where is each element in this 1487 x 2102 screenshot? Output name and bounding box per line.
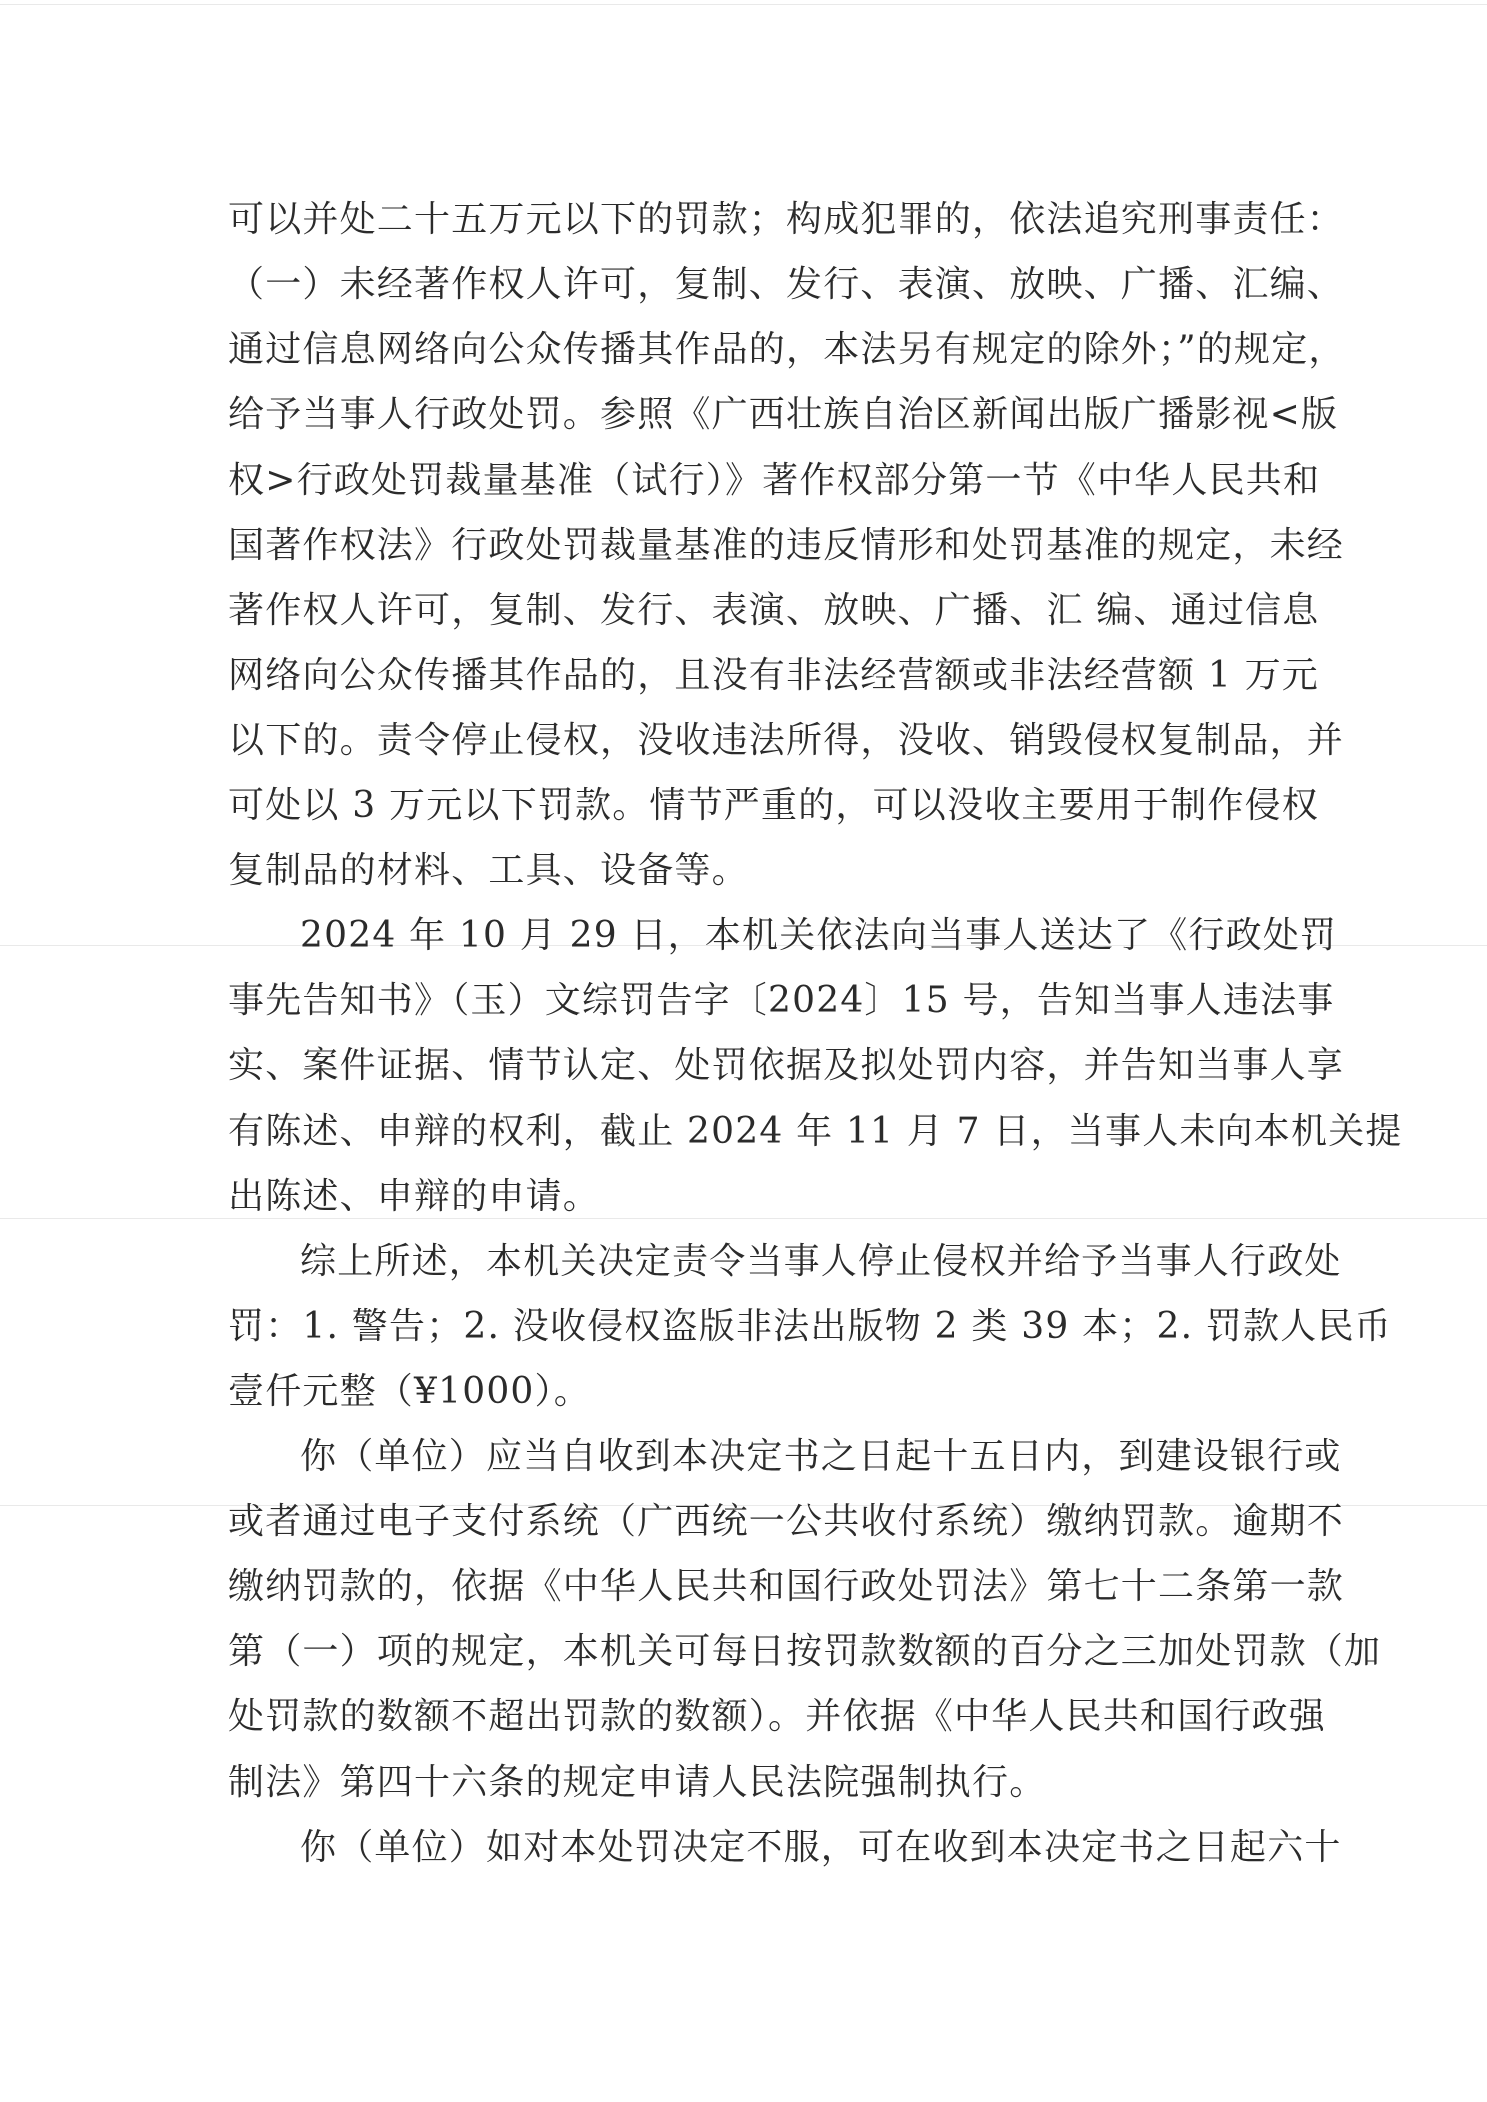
text-line: 以下的。责令停止侵权，没收违法所得，没收、销毁侵权复制品，并 — [228, 720, 1345, 761]
text-line: 壹仟元整（¥1000）。 — [228, 1371, 591, 1412]
text-line: 出陈述、申辩的申请。 — [228, 1176, 601, 1217]
text-line: 著作权人许可，复制、发行、表演、放映、广播、汇 编、通过信息 — [228, 590, 1320, 631]
text-line: 事先告知书》（玉）文综罚告字〔2024〕15 号，告知当事人违法事 — [228, 980, 1335, 1021]
text-line: 可以并处二十五万元以下的罚款；构成犯罪的，依法追究刑事责任： — [228, 199, 1345, 240]
text-line: 罚：1. 警告；2. 没收侵权盗版非法出版物 2 类 39 本；2. 罚款人民币 — [228, 1306, 1392, 1347]
text-line: 可处以 3 万元以下罚款。情节严重的，可以没收主要用于制作侵权 — [228, 785, 1319, 826]
text-line: 处罚款的数额不超出罚款的数额）。并依据《中华人民共和国行政强 — [228, 1696, 1327, 1737]
text-line: 实、案件证据、情节认定、处罚依据及拟处罚内容，并告知当事人享 — [228, 1045, 1345, 1086]
text-line: 通过信息网络向公众传播其作品的，本法另有规定的除外；”的规定， — [228, 329, 1346, 370]
text-line: 权>行政处罚裁量基准（试行）》著作权部分第一节《中华人民共和 — [228, 460, 1321, 501]
paragraph-start-line: 综上所述，本机关决定责令当事人停止侵权并给予当事人行政处 — [300, 1241, 1342, 1282]
paragraph-start-line: 你（单位）应当自收到本决定书之日起十五日内，到建设银行或 — [300, 1436, 1342, 1477]
text-line: 或者通过电子支付系统（广西统一公共收付系统）缴纳罚款。逾期不 — [228, 1501, 1345, 1542]
text-line: 有陈述、申辩的权利，截止 2024 年 11 月 7 日，当事人未向本机关提 — [228, 1111, 1403, 1152]
paragraph-start-line: 你（单位）如对本处罚决定不服，可在收到本决定书之日起六十 — [300, 1827, 1342, 1868]
paragraph-start-line: 2024 年 10 月 29 日，本机关依法向当事人送达了《行政处罚 — [300, 915, 1338, 956]
text-line: 复制品的材料、工具、设备等。 — [228, 850, 749, 891]
scan-artifact-line — [0, 4, 1487, 5]
text-line: 制法》第四十六条的规定申请人民法院强制执行。 — [228, 1762, 1047, 1803]
text-line: （一）未经著作权人许可，复制、发行、表演、放映、广播、汇编、 — [228, 264, 1345, 305]
text-line: 缴纳罚款的，依据《中华人民共和国行政处罚法》第七十二条第一款 — [228, 1566, 1345, 1607]
text-line: 网络向公众传播其作品的，且没有非法经营额或非法经营额 1 万元 — [228, 655, 1319, 696]
text-line: 第（一）项的规定，本机关可每日按罚款数额的百分之三加处罚款（加 — [228, 1631, 1382, 1672]
text-line: 国著作权法》行政处罚裁量基准的违反情形和处罚基准的规定，未经 — [228, 525, 1345, 566]
text-line: 给予当事人行政处罚。参照《广西壮族自治区新闻出版广播影视<版 — [228, 394, 1339, 435]
